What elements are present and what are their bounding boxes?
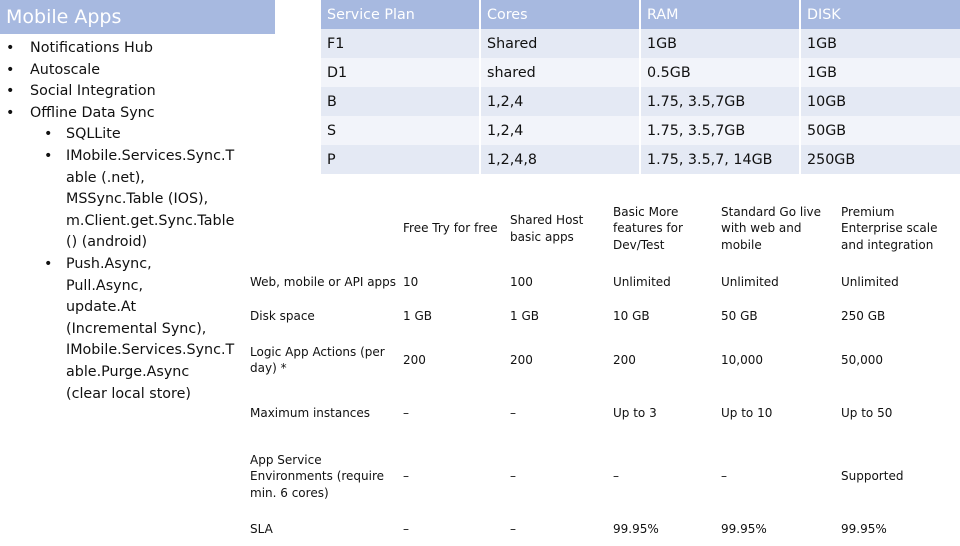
tier-cell: Supported	[841, 469, 904, 484]
tier-row-label	[245, 441, 398, 512]
tier-cell: 99.95%	[613, 521, 659, 536]
bullet-dot-icon: •	[6, 40, 15, 56]
tier-header-line: Basic More	[613, 204, 679, 219]
header-cell: Service Plan	[321, 0, 481, 29]
tier-cell: –	[510, 469, 516, 484]
tier-header-line: Enterprise scale	[841, 221, 938, 236]
tier-cell: 200	[403, 352, 426, 367]
bullet-text-line: IMobile.Services.Sync.T	[66, 147, 235, 164]
bullet-dot-icon: •	[44, 255, 53, 272]
tier-cell: Up to 3	[613, 406, 657, 421]
tier-cell: 100	[510, 274, 533, 289]
bullet-text-line: (Incremental Sync),	[66, 320, 207, 337]
header-cell: RAM	[641, 0, 801, 29]
bullet-text-line: Push.Async, Pull.Async,	[66, 255, 152, 294]
bullet-text-line: able.Purge.Async	[66, 363, 190, 380]
bullet-text-line: able (.net),	[66, 169, 145, 186]
header-cell: DISK	[801, 0, 960, 29]
bullet-text-line: m.Client.get.Sync.Table	[66, 212, 235, 229]
table-cell: 50GB	[801, 116, 960, 145]
bullet-dot-icon: •	[6, 104, 15, 121]
tier-header-line: Premium	[841, 204, 895, 219]
tier-header-cell	[505, 192, 608, 265]
tier-cell: 99.95%	[841, 521, 887, 536]
header-cell: Cores	[481, 0, 641, 29]
tier-header-line: Free Try for free	[403, 221, 498, 236]
tier-cell: 10,000	[721, 352, 763, 367]
tier-label-line: Logic App Actions (per	[250, 344, 385, 359]
bullet-text-line: SQLLite	[66, 126, 121, 143]
table-row	[321, 87, 960, 116]
tier-cell: 50,000	[841, 352, 883, 367]
table-row	[321, 58, 960, 87]
bullet-item	[6, 60, 231, 82]
tier-cell: –	[613, 469, 619, 484]
tier-header-cell	[398, 192, 505, 265]
table-cell: 10GB	[801, 87, 960, 116]
tier-label-line: day) *	[250, 361, 287, 375]
bullet-text-line: Social Integration	[30, 83, 156, 100]
bullet-text-line: (clear local store)	[66, 385, 191, 402]
tier-label-line: SLA	[250, 521, 273, 536]
tier-row	[245, 265, 960, 299]
table-header-row	[321, 0, 960, 29]
pricing-tier-table	[245, 192, 960, 546]
tier-label-line: App Service	[250, 452, 322, 467]
bullet-dot-icon: •	[6, 61, 15, 78]
tier-row-label	[245, 386, 398, 441]
bullet-text-line: IMobile.Services.Sync.T	[66, 342, 235, 359]
tier-row	[245, 299, 960, 334]
tier-row	[245, 386, 960, 441]
tier-cell: 10	[403, 274, 419, 289]
tier-cell: 200	[510, 352, 533, 367]
tier-label-line: min. 6 cores)	[250, 485, 329, 500]
table-cell: 1GB	[641, 29, 801, 58]
bullet-text-line: MSSync.Table (IOS),	[66, 191, 209, 208]
bullet-item	[6, 254, 235, 405]
tier-cell: Up to 50	[841, 406, 893, 421]
table-cell: F1	[321, 29, 481, 58]
tier-cell: 1 GB	[403, 309, 432, 324]
table-row	[321, 29, 960, 58]
table-row	[321, 145, 960, 174]
tier-cell: Unlimited	[613, 274, 671, 289]
table-row	[321, 116, 960, 145]
bullet-item	[6, 38, 231, 60]
tier-row-label	[245, 299, 398, 334]
bullet-text-line: Notifications Hub	[30, 40, 153, 56]
table-cell: 0.5GB	[641, 58, 801, 87]
tier-header-cell	[836, 192, 960, 265]
table-cell: 1,2,4	[481, 116, 641, 145]
table-cell: 1,2,4,8	[481, 145, 641, 174]
bullet-dot-icon: •	[6, 83, 15, 100]
tier-cell: 250 GB	[841, 309, 886, 324]
tier-header-line: Shared Host	[510, 213, 584, 227]
tier-label-line: Environments (require	[250, 469, 385, 484]
tier-header-line: basic apps	[510, 229, 574, 244]
tier-row-label	[245, 512, 398, 546]
bullet-text-line: update.At	[66, 299, 137, 316]
tier-header-line: Standard Go live	[721, 204, 822, 219]
tier-header-line: features for	[613, 221, 683, 236]
table-cell: 1.75, 3.5,7GB	[641, 87, 801, 116]
bullet-item	[6, 146, 235, 254]
tier-row-label	[245, 334, 398, 386]
table-cell: 1.75, 3.5,7GB	[641, 116, 801, 145]
bullet-item	[6, 103, 231, 125]
tier-header-row	[245, 192, 960, 265]
bullet-list	[6, 38, 235, 405]
tier-cell: 50 GB	[721, 309, 758, 324]
table-cell: 1.75, 3.5,7, 14GB	[641, 145, 801, 174]
tier-header-line: mobile	[721, 237, 762, 252]
tier-cell: 1 GB	[510, 309, 539, 324]
tier-row	[245, 334, 960, 386]
tier-cell: Unlimited	[841, 274, 899, 289]
tier-cell: 200	[613, 352, 636, 367]
table-cell: S	[321, 116, 481, 145]
bullet-text-line: Offline Data Sync	[30, 104, 155, 121]
bullet-text-line: () (android)	[66, 234, 148, 251]
tier-cell: 99.95%	[721, 521, 767, 536]
tier-label-line: Disk space	[250, 309, 315, 324]
tier-header-line: with web and	[721, 221, 802, 236]
tier-cell: 10 GB	[613, 309, 650, 324]
tier-cell: –	[510, 521, 516, 536]
table-cell: shared	[481, 58, 641, 87]
table-cell: 250GB	[801, 145, 960, 174]
tier-cell: –	[721, 469, 727, 484]
tier-header-cell	[716, 192, 836, 265]
table-cell: P	[321, 145, 481, 174]
tier-header-line: Dev/Test	[613, 237, 665, 252]
table-cell: D1	[321, 58, 481, 87]
tier-row	[245, 441, 960, 512]
bullet-item	[6, 124, 231, 146]
tier-cell: Unlimited	[721, 274, 779, 289]
bullet-dot-icon: •	[44, 126, 53, 143]
table-cell: 1GB	[801, 29, 960, 58]
tier-row-label	[245, 265, 398, 299]
tier-label-line: Web, mobile or API apps	[250, 274, 397, 289]
service-plan-table	[321, 0, 960, 174]
slide-title: Mobile Apps	[0, 0, 275, 34]
tier-cell: Up to 10	[721, 406, 773, 421]
tier-header-cell	[245, 192, 398, 265]
tier-label-line: Maximum instances	[250, 406, 371, 421]
tier-cell: –	[403, 406, 409, 421]
table-cell: Shared	[481, 29, 641, 58]
table-cell: 1,2,4	[481, 87, 641, 116]
tier-header-cell	[608, 192, 716, 265]
tier-cell: –	[510, 406, 516, 421]
tier-cell: –	[403, 469, 409, 484]
bullet-text-line: Autoscale	[30, 61, 101, 78]
table-cell: 1GB	[801, 58, 960, 87]
tier-cell: –	[403, 521, 409, 536]
table-cell: B	[321, 87, 481, 116]
tier-header-line: and integration	[841, 237, 934, 252]
tier-row	[245, 512, 960, 546]
bullet-item	[6, 81, 231, 103]
bullet-dot-icon: •	[44, 147, 53, 164]
